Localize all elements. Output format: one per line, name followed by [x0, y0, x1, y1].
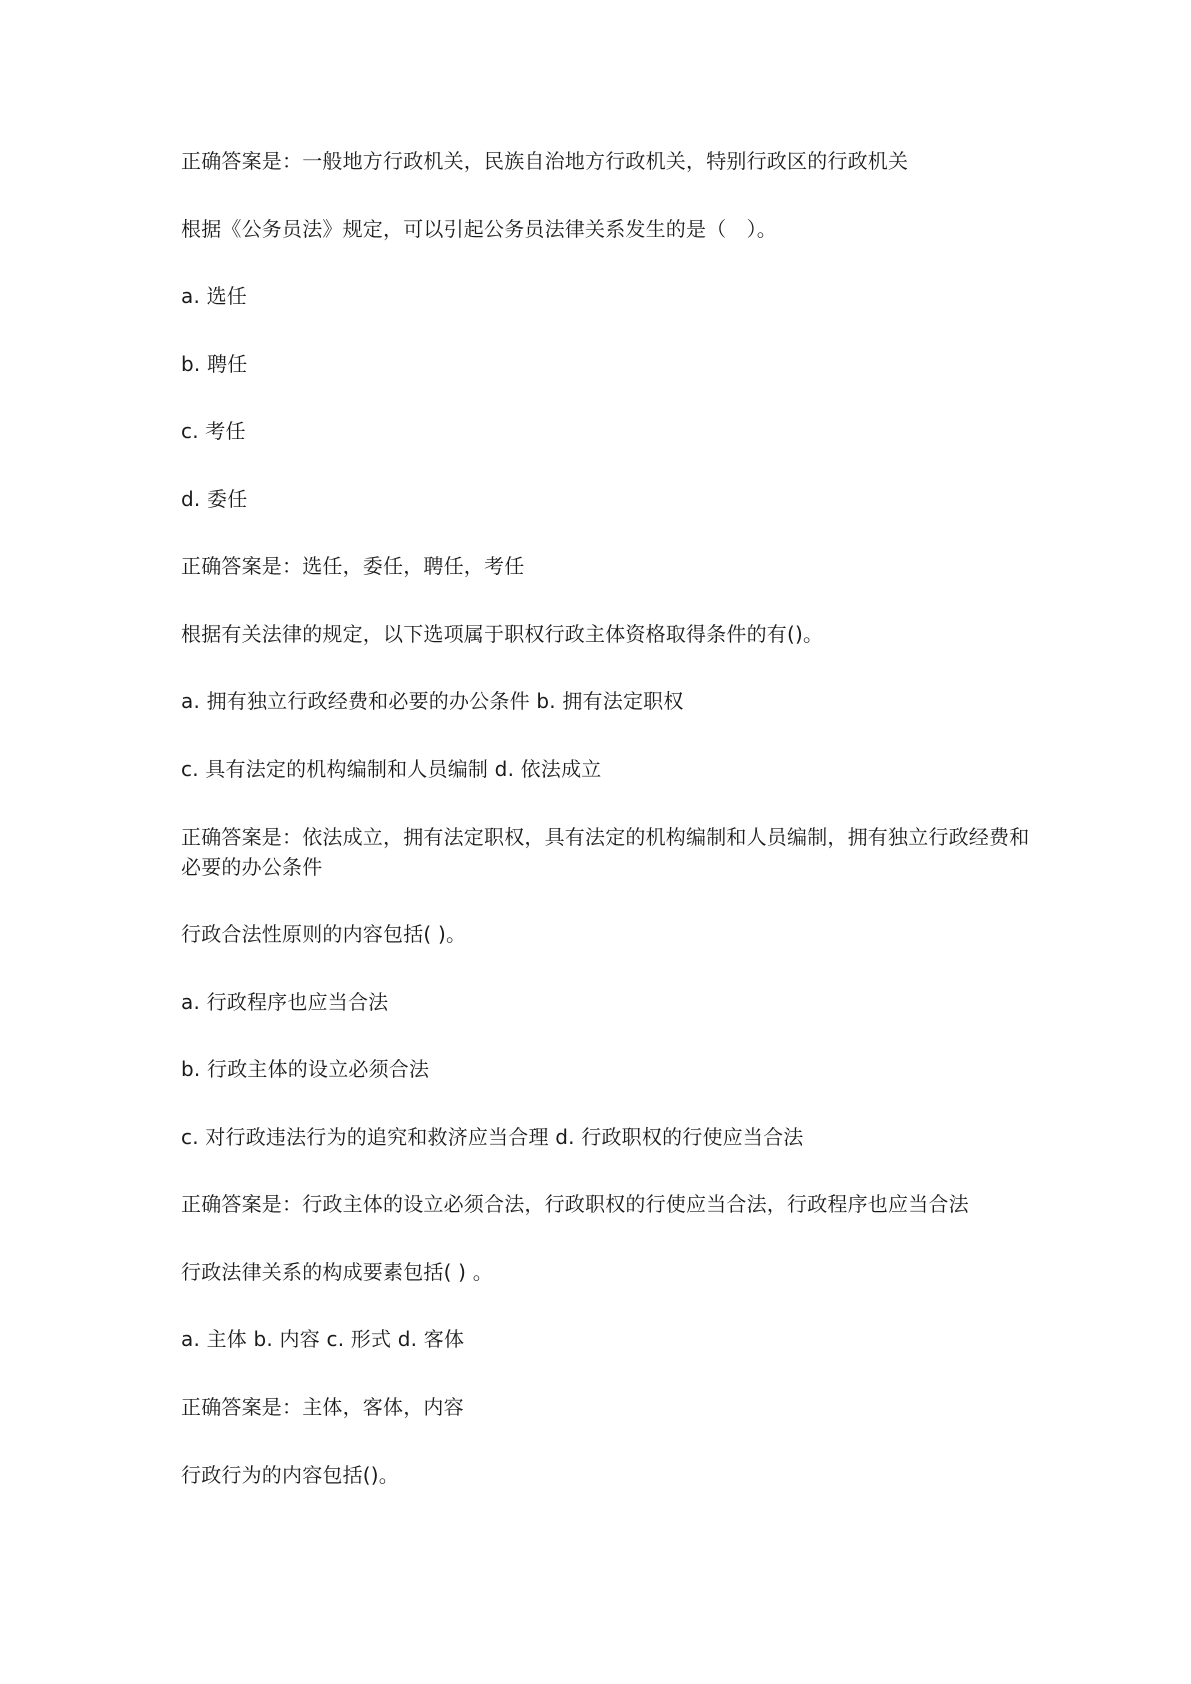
option-line: a. 行政程序也应当合法 — [181, 990, 389, 1014]
question-line: 根据《公务员法》规定，可以引起公务员法律关系发生的是（ ）。 — [181, 217, 777, 241]
option-line: a. 拥有独立行政经费和必要的办公条件 b. 拥有法定职权 — [181, 689, 684, 713]
option-line: b. 行政主体的设立必须合法 — [181, 1057, 430, 1081]
option-line: d. 委任 — [181, 487, 248, 511]
answer-line: 正确答案是：依法成立，拥有法定职权，具有法定的机构编制和人员编制，拥有独立行政经费和必要的办公条件 — [181, 825, 1030, 879]
question-line: 行政合法性原则的内容包括( )。 — [181, 922, 467, 946]
question-line: 根据有关法律的规定，以下选项属于职权行政主体资格取得条件的有()。 — [181, 622, 824, 646]
option-line: c. 具有法定的机构编制和人员编制 d. 依法成立 — [181, 757, 602, 781]
answer-line: 正确答案是：一般地方行政机关，民族自治地方行政机关，特别行政区的行政机关 — [181, 149, 909, 173]
question-line: 行政行为的内容包括()。 — [181, 1463, 400, 1487]
answer-line: 正确答案是：行政主体的设立必须合法，行政职权的行使应当合法，行政程序也应当合法 — [181, 1192, 969, 1216]
question-line: 行政法律关系的构成要素包括( ) 。 — [181, 1260, 493, 1284]
answer-line: 正确答案是：选任，委任，聘任，考任 — [181, 554, 525, 578]
option-line: a. 主体 b. 内容 c. 形式 d. 客体 — [181, 1327, 465, 1351]
option-line: b. 聘任 — [181, 352, 248, 376]
option-line: a. 选任 — [181, 284, 247, 308]
option-line: c. 考任 — [181, 419, 246, 443]
answer-line: 正确答案是：主体，客体，内容 — [181, 1395, 464, 1419]
option-line: c. 对行政违法行为的追究和救济应当合理 d. 行政职权的行使应当合法 — [181, 1125, 804, 1149]
